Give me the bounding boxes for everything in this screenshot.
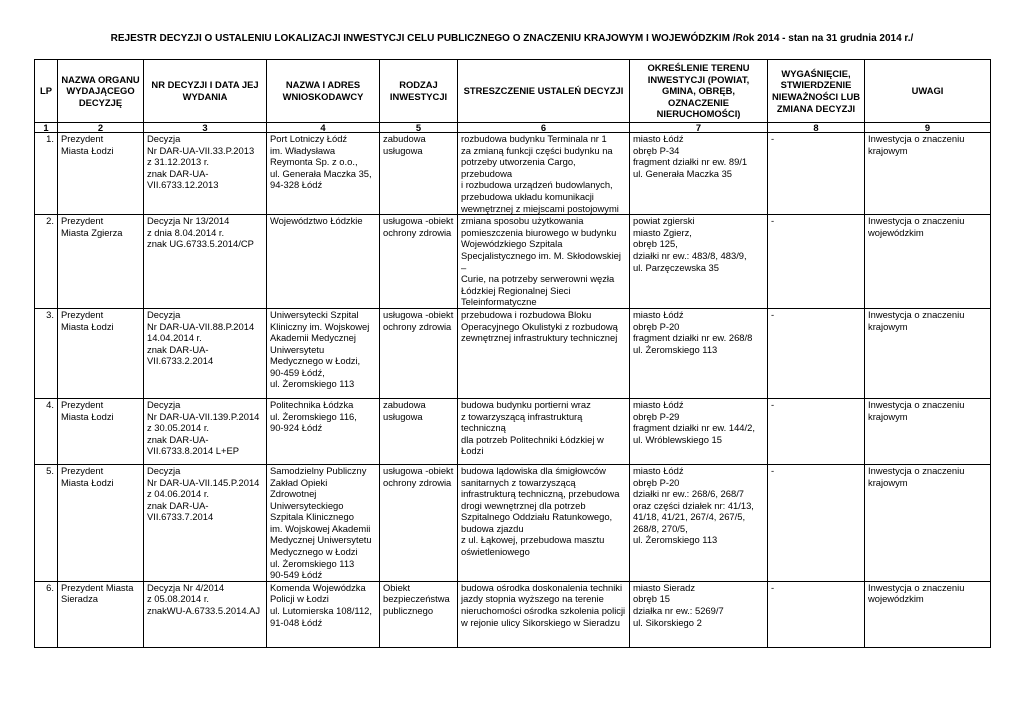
column-number-row (35, 123, 991, 133)
cell-change: - (768, 308, 865, 398)
cell-type: zabudowa usługowa (380, 398, 458, 464)
cell-summary: przebudowa i rozbudowa Bloku Operacyjnego Okulistyki z rozbudową zewnętrznej infrastruktury technicznej (458, 308, 630, 398)
cell-decision: Decyzja Nr 4/2014 z 05.08.2014 r. znakWU-A.6733.5.2014.AJ (144, 581, 267, 647)
cell-organ: Prezydent Miasta Zgierza (58, 215, 144, 309)
header-area: OKREŚLENIE TERENU INWESTYCJI (POWIAT, GMINA, OBRĘB, OZNACZENIE NIERUCHOMOŚCI) (630, 60, 768, 123)
column-number: 5 (380, 123, 458, 133)
table-row (35, 398, 991, 464)
cell-type: usługowa -obiekt ochrony zdrowia (380, 215, 458, 309)
table-row (35, 215, 991, 309)
header-lp: LP (35, 60, 58, 123)
cell-applicant: Politechnika Łódzka ul. Żeromskiego 116, 90-924 Łódź (267, 398, 380, 464)
column-number: 4 (267, 123, 380, 133)
cell-summary: budowa lądowiska dla śmigłowców sanitarnych z towarzyszącą infrastrukturą techniczną, przebudowa drogi wewnętrznej dla potrzeb Szpitalnego Oddziału Ratunkowego, budowa zjazdu z ul. Łąkowej, przebudowa masztu oświetleniowego (458, 464, 630, 581)
cell-lp: 5. (35, 464, 58, 581)
cell-change: - (768, 133, 865, 215)
header-summary: STRESZCZENIE USTALEŃ DECYZJI (458, 60, 630, 123)
cell-change: - (768, 398, 865, 464)
column-number: 2 (58, 123, 144, 133)
page-title: REJESTR DECYZJI O USTALENIU LOKALIZACJI INWESTYCJI CELU PUBLICZNEGO O ZNACZENIU KRAJOWYM I WOJEWÓDZKIM /Rok 2014 - stan na 31 grudnia 2014 r./ (110, 33, 914, 44)
cell-organ: Prezydent Miasta Łodzi (58, 464, 144, 581)
cell-organ: Prezydent Miasta Łodzi (58, 398, 144, 464)
cell-lp: 3. (35, 308, 58, 398)
cell-applicant: Województwo Łódzkie (267, 215, 380, 309)
column-number: 3 (144, 123, 267, 133)
cell-notes: Inwestycja o znaczeniu wojewódzkim (865, 215, 991, 309)
cell-organ: Prezydent Miasta Łodzi (58, 308, 144, 398)
column-number: 8 (768, 123, 865, 133)
cell-notes: Inwestycja o znaczeniu wojewódzkim (865, 581, 991, 647)
cell-decision: Decyzja Nr 13/2014 z dnia 8.04.2014 r. znak UG.6733.5.2014/CP (144, 215, 267, 309)
cell-decision: Decyzja Nr DAR-UA-VII.145.P.2014 z 04.06.2014 r. znak DAR-UA- VII.6733.7.2014 (144, 464, 267, 581)
cell-applicant: Komenda Wojewódzka Policji w Łodzi ul. Lutomierska 108/112, 91-048 Łódź (267, 581, 380, 647)
cell-lp: 4. (35, 398, 58, 464)
cell-area: miasto Łódź obręb P-20 fragment działki nr ew. 268/8 ul. Żeromskiego 113 (630, 308, 768, 398)
cell-organ: Prezydent Miasta Łodzi (58, 133, 144, 215)
cell-summary: budowa budynku portierni wraz z towarzyszącą infrastrukturą techniczną dla potrzeb Politechniki Łódzkiej w Łodzi (458, 398, 630, 464)
cell-lp: 2. (35, 215, 58, 309)
table-row (35, 133, 991, 215)
cell-change: - (768, 581, 865, 647)
cell-applicant: Uniwersytecki Szpital Kliniczny im. Wojskowej Akademii Medycznej Uniwersytetu Medycznego w Łodzi, 90-459 Łódź, ul. Żeromskiego 113 (267, 308, 380, 398)
table-row (35, 581, 991, 647)
header-applicant: NAZWA I ADRES WNIOSKODAWCY (267, 60, 380, 123)
register-table (34, 59, 991, 648)
cell-applicant: Samodzielny Publiczny Zakład Opieki Zdrowotnej Uniwersyteckiego Szpitala Klinicznego im. Wojskowej Akademii Medycznej Uniwersytetu Medycznego w Łodzi ul. Żeromskiego 113 90-549 Łódź (267, 464, 380, 581)
cell-area: miasto Łódź obręb P-34 fragment działki nr ew. 89/1 ul. Generała Maczka 35 (630, 133, 768, 215)
cell-area: miasto Łódź obręb P-29 fragment działki nr ew. 144/2, ul. Wróblewskiego 15 (630, 398, 768, 464)
column-number: 6 (458, 123, 630, 133)
cell-type: Obiekt bezpieczeństwa publicznego (380, 581, 458, 647)
cell-summary: zmiana sposobu użytkowania pomieszczenia biurowego w budynku Wojewódzkiego Szpitala Specjalistycznego im. M. Skłodowskiej – Curie, na potrzeby serwerowni węzła Łódzkiej Regionalnej Sieci Teleinformatyczne (458, 215, 630, 309)
column-number: 9 (865, 123, 991, 133)
cell-change: - (768, 464, 865, 581)
cell-change: - (768, 215, 865, 309)
cell-area: powiat zgierski miasto Zgierz, obręb 125, działki nr ew.: 483/8, 483/9, ul. Parzęczewska 35 (630, 215, 768, 309)
column-number: 1 (35, 123, 58, 133)
cell-notes: Inwestycja o znaczeniu krajowym (865, 308, 991, 398)
cell-organ: Prezydent Miasta Sieradza (58, 581, 144, 647)
header-organ: NAZWA ORGANU WYDAJĄCEGO DECYZJĘ (58, 60, 144, 123)
header-type: RODZAJ INWESTYCJI (380, 60, 458, 123)
cell-type: zabudowa usługowa (380, 133, 458, 215)
cell-decision: Decyzja Nr DAR-UA-VII.88.P.2014 14.04.2014 r. znak DAR-UA- VII.6733.2.2014 (144, 308, 267, 398)
column-number: 7 (630, 123, 768, 133)
table-row (35, 464, 991, 581)
header-change: WYGAŚNIĘCIE, STWIERDZENIE NIEWAŻNOŚCI LUB ZMIANA DECYZJI (768, 60, 865, 123)
cell-lp: 1. (35, 133, 58, 215)
cell-notes: Inwestycja o znaczeniu krajowym (865, 398, 991, 464)
cell-type: usługowa -obiekt ochrony zdrowia (380, 464, 458, 581)
header-notes: UWAGI (865, 60, 991, 123)
cell-notes: Inwestycja o znaczeniu krajowym (865, 133, 991, 215)
header-decision: NR DECYZJI I DATA JEJ WYDANIA (144, 60, 267, 123)
cell-notes: Inwestycja o znaczeniu krajowym (865, 464, 991, 581)
cell-decision: Decyzja Nr DAR-UA-VII.33.P.2013 z 31.12.2013 r. znak DAR-UA- VII.6733.12.2013 (144, 133, 267, 215)
cell-decision: Decyzja Nr DAR-UA-VII.139.P.2014 z 30.05.2014 r. znak DAR-UA- VII.6733.8.2014 L+EP (144, 398, 267, 464)
cell-applicant: Port Lotniczy Łódź im. Władysława Reymonta Sp. z o.o., ul. Generała Maczka 35, 94-328 Łódź (267, 133, 380, 215)
table-row (35, 308, 991, 398)
cell-summary: rozbudowa budynku Terminala nr 1 za zmianą funkcji części budynku na potrzeby utworzenia Cargo, przebudowa i rozbudowa urządzeń budowlanych, przebudowa układu komunikacji wewnętrznej z miejscami postojowymi (458, 133, 630, 215)
header-row (35, 60, 991, 123)
cell-area: miasto Sieradz obręb 15 działka nr ew.: 5269/7 ul. Sikorskiego 2 (630, 581, 768, 647)
cell-lp: 6. (35, 581, 58, 647)
cell-area: miasto Łódź obręb P-20 działki nr ew.: 268/6, 268/7 oraz części działek nr: 41/13, 41/18, 41/21, 267/4, 267/5, 268/8, 270/5, ul. Żeromskiego 113 (630, 464, 768, 581)
cell-summary: budowa ośrodka doskonalenia techniki jazdy stopnia wyższego na terenie nieruchomości ośrodka szkolenia policji w rejonie ulicy Sikorskiego w Sieradzu (458, 581, 630, 647)
cell-type: usługowa -obiekt ochrony zdrowia (380, 308, 458, 398)
